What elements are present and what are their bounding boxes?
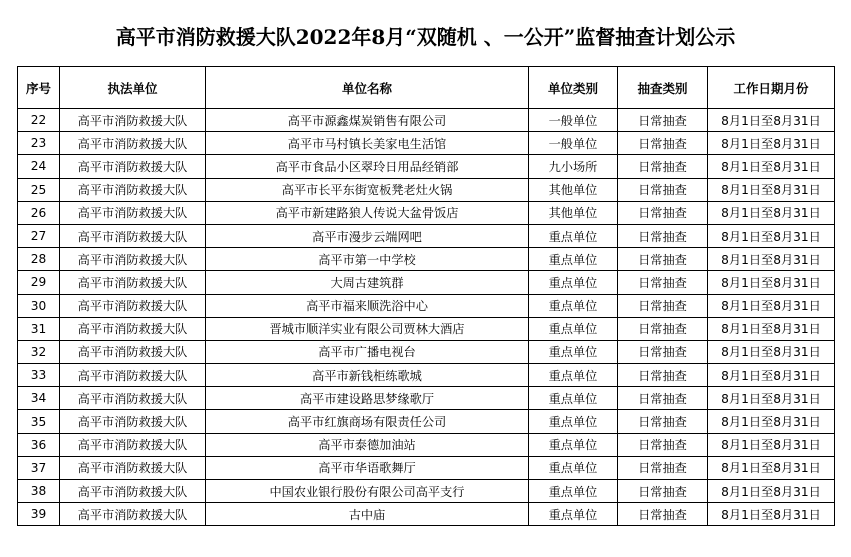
cell-check-type: 日常抽查 — [618, 433, 708, 456]
cell-check-type: 日常抽查 — [618, 271, 708, 294]
cell-name: 晋城市顺洋实业有限公司贾林大酒店 — [206, 317, 529, 340]
column-header-name: 单位名称 — [206, 67, 529, 109]
cell-name: 高平市华语歌舞厅 — [206, 456, 529, 479]
cell-date: 8月1日至8月31日 — [708, 410, 835, 433]
cell-unit: 高平市消防救援大队 — [60, 155, 206, 178]
table-row — [18, 387, 835, 410]
cell-category: 一般单位 — [529, 109, 618, 132]
cell-date: 8月1日至8月31日 — [708, 340, 835, 363]
cell-date: 8月1日至8月31日 — [708, 433, 835, 456]
cell-unit: 高平市消防救援大队 — [60, 456, 206, 479]
cell-category: 其他单位 — [529, 201, 618, 224]
cell-name: 高平市泰德加油站 — [206, 433, 529, 456]
cell-no: 25 — [18, 178, 60, 201]
cell-name: 高平市马村镇长美家电生活馆 — [206, 132, 529, 155]
cell-date: 8月1日至8月31日 — [708, 132, 835, 155]
cell-category: 重点单位 — [529, 503, 618, 526]
cell-check-type: 日常抽查 — [618, 410, 708, 433]
table-row — [18, 271, 835, 294]
cell-unit: 高平市消防救援大队 — [60, 178, 206, 201]
table-row — [18, 433, 835, 456]
cell-unit: 高平市消防救援大队 — [60, 364, 206, 387]
cell-no: 38 — [18, 480, 60, 503]
cell-date: 8月1日至8月31日 — [708, 317, 835, 340]
cell-no: 36 — [18, 433, 60, 456]
cell-date: 8月1日至8月31日 — [708, 480, 835, 503]
cell-date: 8月1日至8月31日 — [708, 503, 835, 526]
cell-category: 一般单位 — [529, 132, 618, 155]
cell-unit: 高平市消防救援大队 — [60, 410, 206, 433]
cell-unit: 高平市消防救援大队 — [60, 294, 206, 317]
cell-name: 古中庙 — [206, 503, 529, 526]
cell-no: 28 — [18, 248, 60, 271]
cell-check-type: 日常抽查 — [618, 132, 708, 155]
cell-check-type: 日常抽查 — [618, 201, 708, 224]
table-row — [18, 155, 835, 178]
cell-date: 8月1日至8月31日 — [708, 224, 835, 247]
cell-name: 高平市红旗商场有限责任公司 — [206, 410, 529, 433]
cell-unit: 高平市消防救援大队 — [60, 317, 206, 340]
cell-category: 重点单位 — [529, 433, 618, 456]
cell-check-type: 日常抽查 — [618, 224, 708, 247]
column-header-unit: 执法单位 — [60, 67, 206, 109]
cell-unit: 高平市消防救援大队 — [60, 340, 206, 363]
table-row — [18, 178, 835, 201]
cell-no: 33 — [18, 364, 60, 387]
cell-name: 大周古建筑群 — [206, 271, 529, 294]
cell-name: 高平市第一中学校 — [206, 248, 529, 271]
cell-check-type: 日常抽查 — [618, 456, 708, 479]
cell-check-type: 日常抽查 — [618, 317, 708, 340]
table-row — [18, 248, 835, 271]
cell-no: 26 — [18, 201, 60, 224]
inspection-plan-table — [17, 66, 835, 526]
table-row — [18, 294, 835, 317]
cell-check-type: 日常抽查 — [618, 387, 708, 410]
cell-no: 29 — [18, 271, 60, 294]
cell-category: 重点单位 — [529, 224, 618, 247]
cell-category: 九小场所 — [529, 155, 618, 178]
table-body — [18, 109, 835, 526]
cell-name: 高平市源鑫煤炭销售有限公司 — [206, 109, 529, 132]
cell-name: 高平市漫步云端网吧 — [206, 224, 529, 247]
cell-name: 高平市新建路狼人传说大盆骨饭店 — [206, 201, 529, 224]
table-row — [18, 410, 835, 433]
cell-unit: 高平市消防救援大队 — [60, 201, 206, 224]
table-row — [18, 364, 835, 387]
cell-date: 8月1日至8月31日 — [708, 387, 835, 410]
cell-date: 8月1日至8月31日 — [708, 364, 835, 387]
cell-no: 23 — [18, 132, 60, 155]
cell-category: 重点单位 — [529, 480, 618, 503]
table-row — [18, 480, 835, 503]
cell-unit: 高平市消防救援大队 — [60, 132, 206, 155]
table-row — [18, 201, 835, 224]
cell-category: 重点单位 — [529, 387, 618, 410]
cell-check-type: 日常抽查 — [618, 178, 708, 201]
cell-category: 重点单位 — [529, 340, 618, 363]
cell-unit: 高平市消防救援大队 — [60, 503, 206, 526]
cell-no: 22 — [18, 109, 60, 132]
cell-no: 24 — [18, 155, 60, 178]
cell-name: 高平市广播电视台 — [206, 340, 529, 363]
cell-no: 35 — [18, 410, 60, 433]
cell-date: 8月1日至8月31日 — [708, 294, 835, 317]
cell-unit: 高平市消防救援大队 — [60, 224, 206, 247]
cell-name: 中国农业银行股份有限公司高平支行 — [206, 480, 529, 503]
cell-check-type: 日常抽查 — [618, 503, 708, 526]
cell-no: 34 — [18, 387, 60, 410]
cell-date: 8月1日至8月31日 — [708, 271, 835, 294]
column-header-date: 工作日期月份 — [708, 67, 835, 109]
cell-name: 高平市食品小区翠玲日用品经销部 — [206, 155, 529, 178]
cell-check-type: 日常抽查 — [618, 364, 708, 387]
table-row — [18, 109, 835, 132]
table-row — [18, 340, 835, 363]
cell-unit: 高平市消防救援大队 — [60, 248, 206, 271]
cell-no: 32 — [18, 340, 60, 363]
column-header-no: 序号 — [18, 67, 60, 109]
table-row — [18, 456, 835, 479]
table-row — [18, 503, 835, 526]
cell-no: 31 — [18, 317, 60, 340]
cell-category: 重点单位 — [529, 294, 618, 317]
cell-check-type: 日常抽查 — [618, 340, 708, 363]
cell-category: 重点单位 — [529, 364, 618, 387]
cell-no: 27 — [18, 224, 60, 247]
cell-name: 高平市福来顺洗浴中心 — [206, 294, 529, 317]
cell-date: 8月1日至8月31日 — [708, 178, 835, 201]
cell-unit: 高平市消防救援大队 — [60, 433, 206, 456]
cell-category: 重点单位 — [529, 410, 618, 433]
cell-no: 30 — [18, 294, 60, 317]
cell-date: 8月1日至8月31日 — [708, 201, 835, 224]
cell-check-type: 日常抽查 — [618, 109, 708, 132]
cell-check-type: 日常抽查 — [618, 248, 708, 271]
cell-category: 重点单位 — [529, 271, 618, 294]
cell-category: 其他单位 — [529, 178, 618, 201]
cell-name: 高平市长平东街宽板凳老灶火锅 — [206, 178, 529, 201]
cell-date: 8月1日至8月31日 — [708, 109, 835, 132]
cell-no: 39 — [18, 503, 60, 526]
column-header-category: 单位类别 — [529, 67, 618, 109]
page-title: 高平市消防救援大队2022年8月“双随机 、一公开”监督抽查计划公示 — [115, 25, 736, 49]
header-row — [18, 67, 835, 109]
cell-date: 8月1日至8月31日 — [708, 248, 835, 271]
cell-date: 8月1日至8月31日 — [708, 155, 835, 178]
table-row — [18, 317, 835, 340]
table-row — [18, 224, 835, 247]
cell-no: 37 — [18, 456, 60, 479]
cell-name: 高平市建设路思梦缘歌厅 — [206, 387, 529, 410]
cell-date: 8月1日至8月31日 — [708, 456, 835, 479]
cell-check-type: 日常抽查 — [618, 294, 708, 317]
cell-unit: 高平市消防救援大队 — [60, 109, 206, 132]
cell-unit: 高平市消防救援大队 — [60, 387, 206, 410]
table-row — [18, 132, 835, 155]
cell-name: 高平市新钱柜练歌城 — [206, 364, 529, 387]
column-header-check-type: 抽查类别 — [618, 67, 708, 109]
cell-check-type: 日常抽查 — [618, 155, 708, 178]
cell-unit: 高平市消防救援大队 — [60, 271, 206, 294]
cell-check-type: 日常抽查 — [618, 480, 708, 503]
cell-unit: 高平市消防救援大队 — [60, 480, 206, 503]
cell-category: 重点单位 — [529, 456, 618, 479]
cell-category: 重点单位 — [529, 317, 618, 340]
cell-category: 重点单位 — [529, 248, 618, 271]
